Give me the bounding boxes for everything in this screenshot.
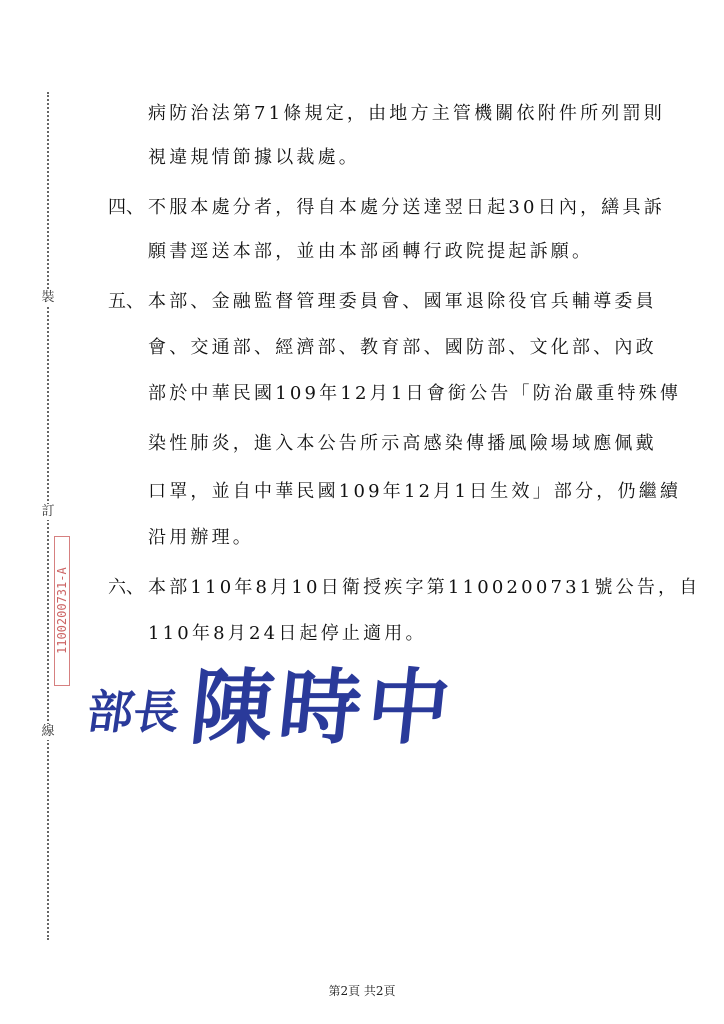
binding-mark-xian: 線 xyxy=(41,724,55,739)
item-4-line-1: 不服本處分者，得自本處分送達翌日起30日內，繕具訴 xyxy=(148,197,665,218)
item-5-line-6: 沿用辦理。 xyxy=(148,527,254,548)
binding-mark-ding: 訂 xyxy=(41,504,55,519)
document-number-stamp: 1100200731-A xyxy=(54,536,70,686)
page-number: 第2頁 共2頁 xyxy=(328,984,396,998)
signature-title: 部長 xyxy=(83,685,184,739)
continuation-line-1: 病防治法第71條規定，由地方主管機關依附件所列罰則 xyxy=(148,103,665,124)
item-5-label: 五、 xyxy=(108,291,144,312)
minister-signature xyxy=(83,650,518,760)
item-5-line-2: 會、交通部、經濟部、教育部、國防部、文化部、內政 xyxy=(148,337,657,358)
item-6-label: 六、 xyxy=(108,577,144,598)
item-5-line-1: 本部、金融監督管理委員會、國軍退除役官兵輔導委員 xyxy=(148,291,657,312)
item-4-line-2: 願書逕送本部，並由本部函轉行政院提起訴願。 xyxy=(148,241,594,262)
item-5-line-3: 部於中華民國109年12月1日會銜公告「防治嚴重特殊傳 xyxy=(148,383,682,404)
item-4-label: 四、 xyxy=(108,197,144,218)
item-6-line-1: 本部110年8月10日衛授疾字第1100200731號公告，自 xyxy=(148,577,701,598)
item-5-line-4: 染性肺炎，進入本公告所示高感染傳播風險場域應佩戴 xyxy=(148,433,657,454)
continuation-line-2: 視違規情節據以裁處。 xyxy=(148,147,360,168)
signature-name: 陳時中 xyxy=(186,661,461,756)
item-6-line-2: 110年8月24日起停止適用。 xyxy=(148,623,427,644)
item-5-line-5: 口罩，並自中華民國109年12月1日生效」部分，仍繼續 xyxy=(148,481,682,502)
binding-mark-zhuang: 裝 xyxy=(41,290,55,305)
